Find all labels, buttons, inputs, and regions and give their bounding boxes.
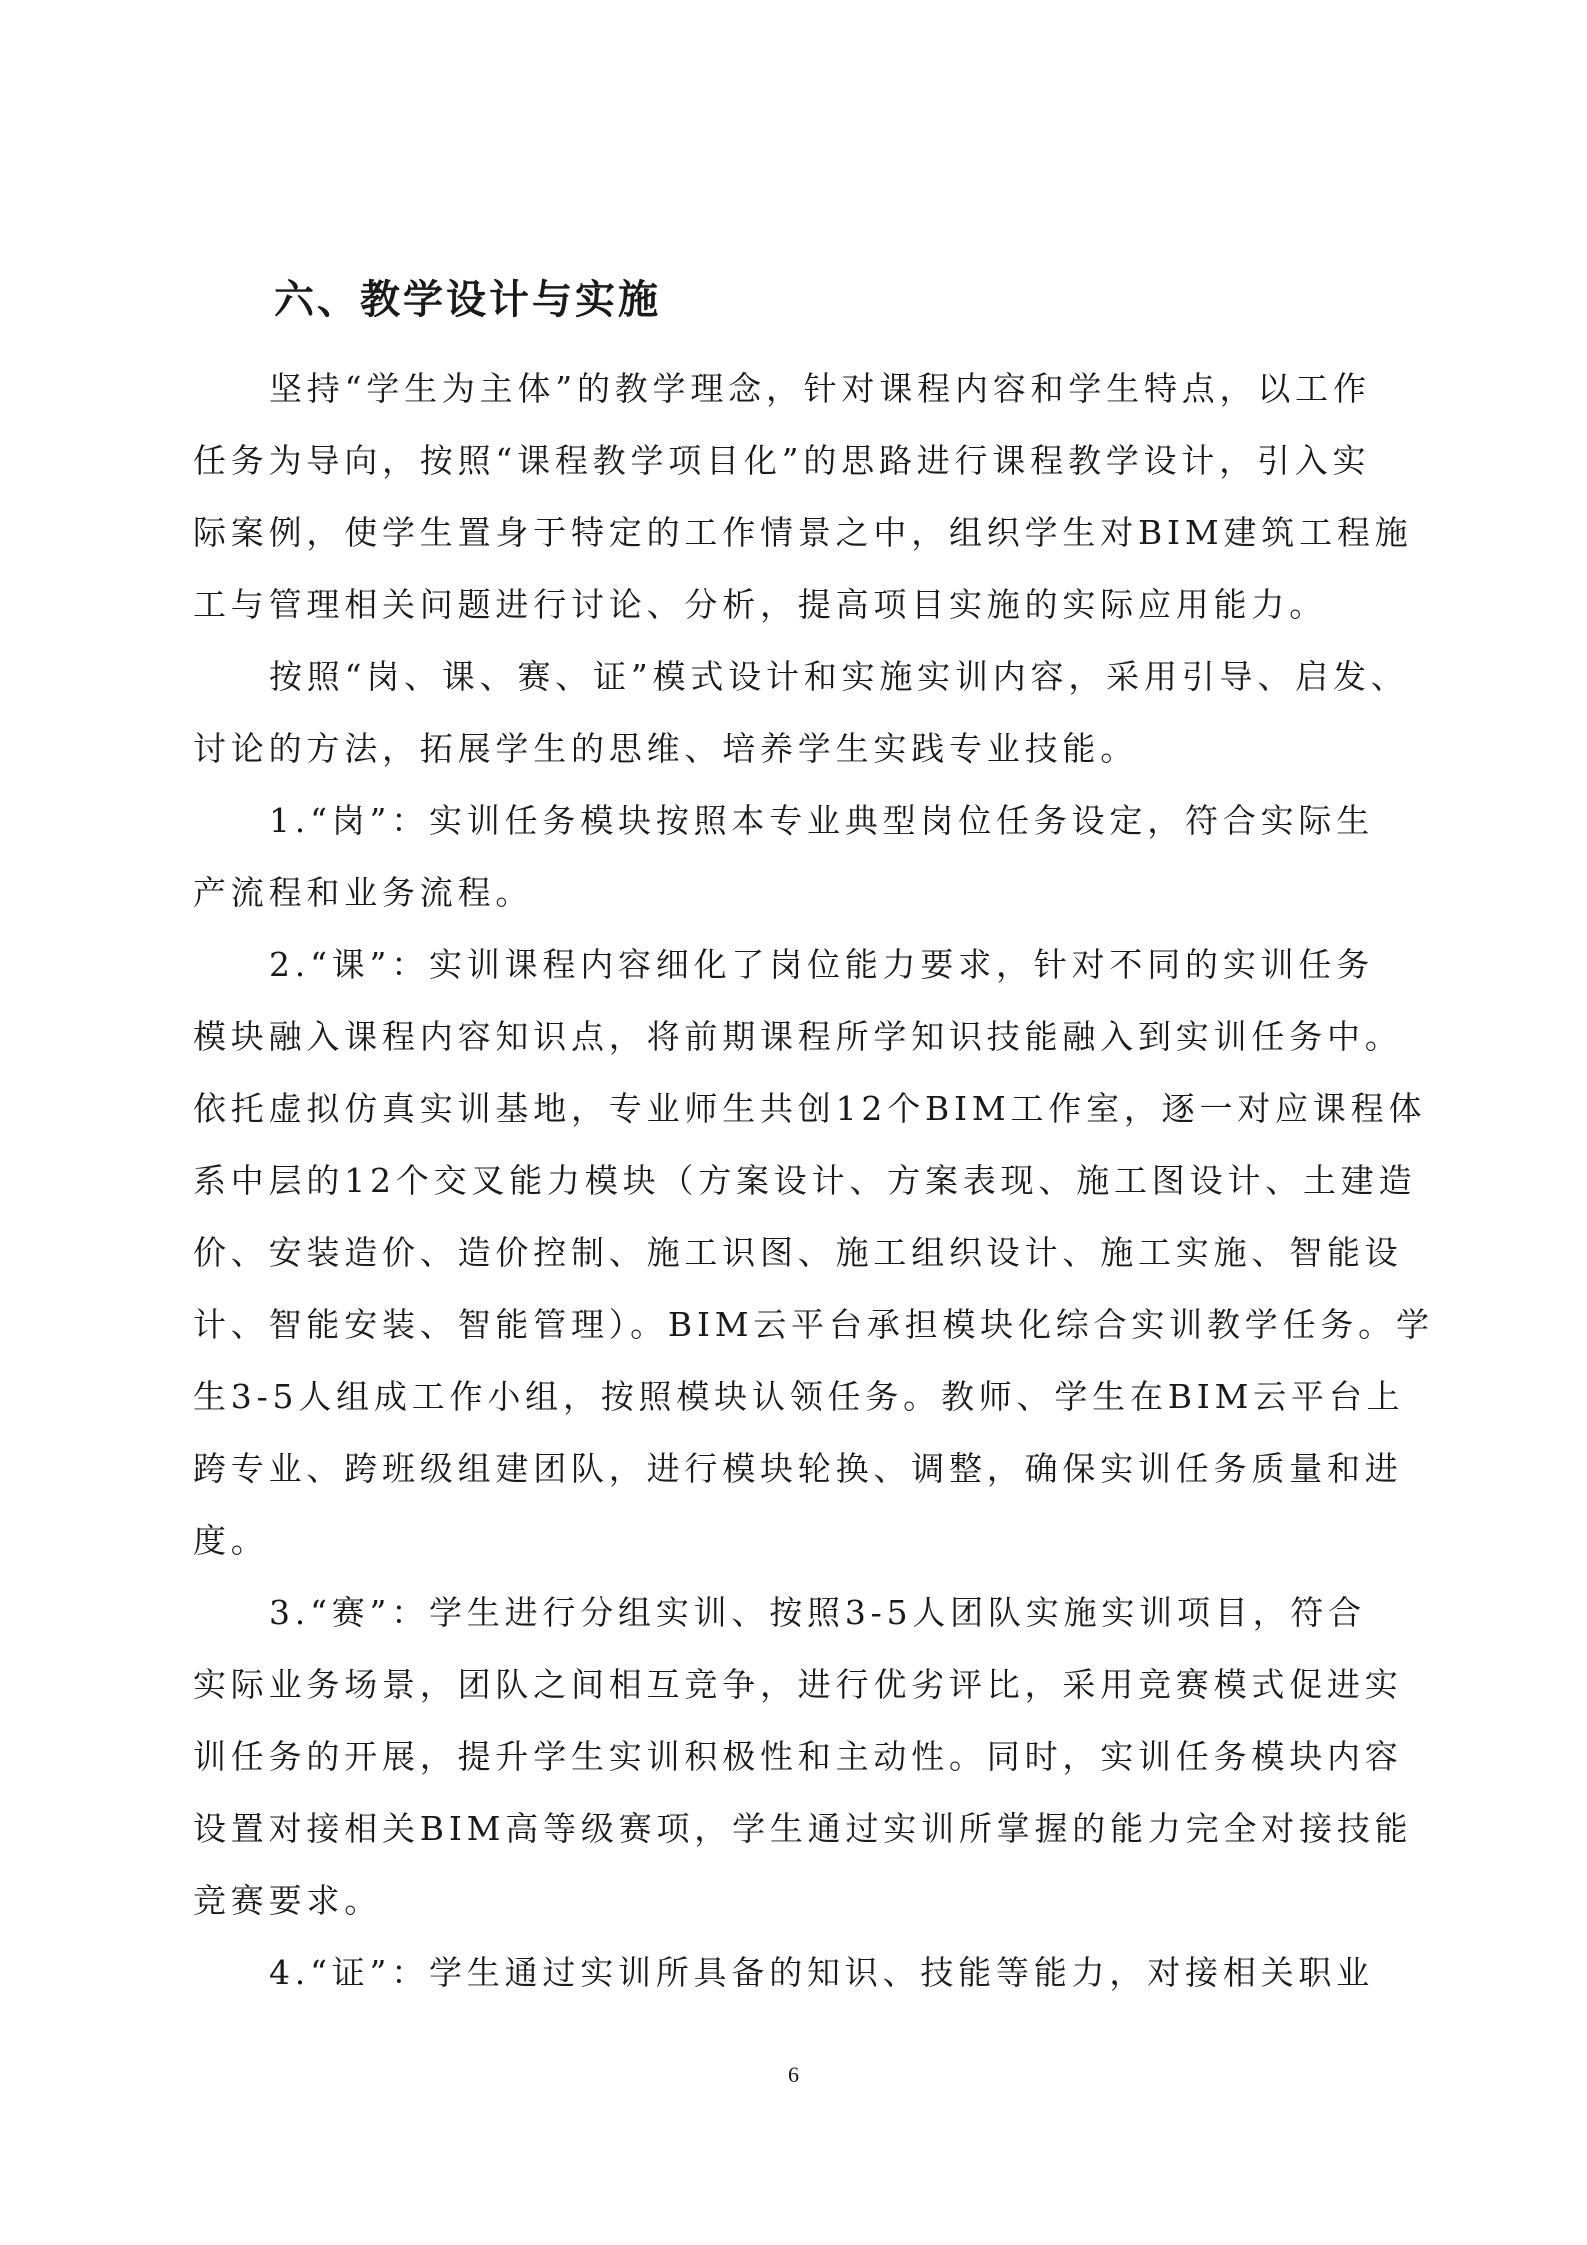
paragraph — [193, 641, 1409, 785]
section-heading: 六、教学设计与实施 — [274, 277, 661, 323]
text-line: 实际业务场景，团队之间相互竞争，进行优劣评比，采用竞赛模式促进实 — [193, 1665, 1403, 1704]
paragraph — [193, 1577, 1413, 1937]
document-body — [193, 353, 1434, 2009]
page-number: 6 — [788, 2062, 799, 2087]
text-line: 3.“赛”：学生进行分组实训、按照3-5人团队实施实训项目，符合 — [269, 1593, 1366, 1632]
text-line: 1.“岗”：实训任务模块按照本专业典型岗位任务设定，符合实际生 — [269, 801, 1375, 840]
paragraph — [193, 785, 1403, 929]
text-line: 2.“课”：实训课程内容细化了岗位能力要求，针对不同的实训任务 — [269, 945, 1375, 984]
text-line: 按照“岗、课、赛、证”模式设计和实施实训内容，采用引导、启发、 — [269, 657, 1409, 696]
text-line: 产流程和业务流程。 — [193, 873, 534, 912]
text-line: 设置对接相关BIM高等级赛项，学生通过实训所掌握的能力完全对接技能 — [193, 1809, 1413, 1848]
paragraph — [193, 929, 1434, 1577]
paragraph — [193, 353, 1413, 641]
text-line: 训任务的开展，提升学生实训积极性和主动性。同时，实训任务模块内容 — [193, 1737, 1403, 1776]
text-line: 竞赛要求。 — [193, 1881, 382, 1920]
text-line: 价、安装造价、造价控制、施工识图、施工组织设计、施工实施、智能设 — [193, 1233, 1403, 1272]
text-line: 4.“证”：学生通过实训所具备的知识、技能等能力，对接相关职业 — [269, 1953, 1375, 1992]
text-line: 际案例，使学生置身于特定的工作情景之中，组织学生对BIM建筑工程施 — [193, 513, 1413, 552]
text-line: 讨论的方法，拓展学生的思维、培养学生实践专业技能。 — [193, 729, 1138, 768]
text-line: 工与管理相关问题进行讨论、分析，提高项目实施的实际应用能力。 — [193, 585, 1327, 624]
text-line: 依托虚拟仿真实训基地，专业师生共创12个BIM工作室，逐一对应课程体 — [193, 1089, 1427, 1128]
text-line: 模块融入课程内容知识点，将前期课程所学知识技能融入到实训任务中。 — [193, 1017, 1403, 1056]
text-line: 坚持“学生为主体”的教学理念，针对课程内容和学生特点，以工作 — [269, 369, 1371, 408]
text-line: 跨专业、跨班级组建团队，进行模块轮换、调整，确保实训任务质量和进 — [193, 1449, 1403, 1488]
text-line: 计、智能安装、智能管理）。BIM云平台承担模块化综合实训教学任务。学 — [193, 1305, 1434, 1344]
text-line: 任务为导向，按照“课程教学项目化”的思路进行课程教学设计，引入实 — [193, 441, 1371, 480]
text-line: 生3-5人组成工作小组，按照模块认领任务。教师、学生在BIM云平台上 — [193, 1377, 1405, 1416]
text-line: 度。 — [193, 1521, 269, 1560]
paragraph — [193, 1937, 1403, 2009]
text-line: 系中层的12个交叉能力模块（方案设计、方案表现、施工图设计、土建造 — [193, 1161, 1417, 1200]
